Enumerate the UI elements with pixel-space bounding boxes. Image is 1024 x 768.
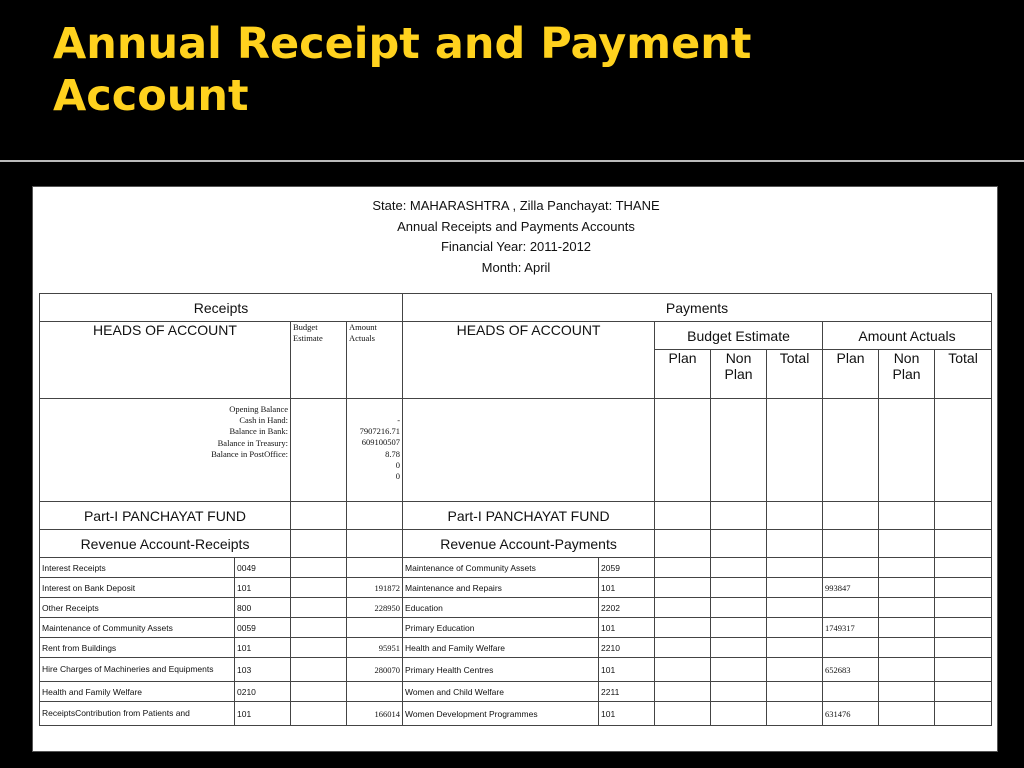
payment-head: Primary Education <box>403 618 599 638</box>
be-plan <box>655 658 711 682</box>
slide-title-line-1: Annual Receipt and Payment <box>53 19 752 69</box>
payment-code: 2059 <box>599 558 655 578</box>
aa-non-plan-header: Non Plan <box>879 350 935 399</box>
opening-balance-labels <box>40 399 291 502</box>
be-plan <box>655 558 711 578</box>
receipt-amount-actual <box>347 682 403 702</box>
be-plan <box>655 598 711 618</box>
table-row <box>40 618 992 638</box>
be-plan <box>655 638 711 658</box>
header-financial-year: Financial Year: 2011-2012 <box>440 239 592 254</box>
be-plan <box>655 682 711 702</box>
receipt-head: Interest Receipts <box>40 558 235 578</box>
aa-total <box>935 578 992 598</box>
be-total-header: Total <box>767 350 823 399</box>
aa-non-plan <box>879 578 935 598</box>
receipt-budget-estimate <box>291 682 347 702</box>
table-row <box>40 638 992 658</box>
aa-total <box>935 558 992 578</box>
aa-plan: 1749317 <box>823 618 879 638</box>
receipt-head: Rent from Buildings <box>40 638 235 658</box>
be-total <box>767 658 823 682</box>
header-state-line: State: MAHARASHTRA , Zilla Panchayat: THANE <box>372 198 660 213</box>
be-total <box>767 702 823 726</box>
cash-in-hand-label: Cash in Hand: <box>239 415 288 426</box>
payment-code: 2202 <box>599 598 655 618</box>
aa-total <box>935 618 992 638</box>
be-non-plan <box>711 702 767 726</box>
header-month: Month: April <box>481 259 551 275</box>
be-total <box>767 618 823 638</box>
opening-value-2: 609100507 <box>361 437 401 448</box>
payment-code: 2211 <box>599 682 655 702</box>
revenue-payments-label: Revenue Account-Payments <box>403 530 655 558</box>
be-total <box>767 578 823 598</box>
payments-budget-estimate-header: Budget Estimate <box>655 322 823 350</box>
header-title-line: Annual Receipts and Payments Accounts <box>397 218 635 234</box>
be-plan <box>655 578 711 598</box>
receipt-head: Health and Family Welfare <box>40 682 235 702</box>
receipt-budget-estimate <box>291 658 347 682</box>
account-rows <box>40 558 992 726</box>
be-non-plan <box>711 618 767 638</box>
receipt-budget-estimate <box>291 598 347 618</box>
aa-non-plan <box>879 618 935 638</box>
aa-plan: 631476 <box>823 702 879 726</box>
receipt-amount-actual: 191872 <box>347 578 403 598</box>
opening-value-4: 0 <box>395 459 401 470</box>
receipts-heads-of-account: HEADS OF ACCOUNT <box>40 322 291 399</box>
payments-heads-of-account: HEADS OF ACCOUNT <box>403 322 655 399</box>
receipt-budget-estimate <box>291 702 347 726</box>
payment-head: Health and Family Welfare <box>403 638 599 658</box>
be-plan-header: Plan <box>655 350 711 399</box>
opening-budget-cell <box>291 399 347 502</box>
be-plan <box>655 702 711 726</box>
aa-total <box>935 702 992 726</box>
receipt-amount-actual: 166014 <box>347 702 403 726</box>
part1-row <box>40 502 992 530</box>
receipt-amount-actual: 95951 <box>347 638 403 658</box>
title-divider <box>0 160 1024 162</box>
aa-non-plan <box>879 558 935 578</box>
balance-in-bank-label: Balance in Bank: <box>229 426 288 437</box>
table-row <box>40 578 992 598</box>
payment-code: 101 <box>599 658 655 682</box>
aa-non-plan <box>879 598 935 618</box>
balance-in-treasury-label: Balance in Treasury: <box>217 437 288 448</box>
aa-total-header: Total <box>935 350 992 399</box>
receipt-head: Interest on Bank Deposit <box>40 578 235 598</box>
be-non-plan <box>711 638 767 658</box>
be-total <box>767 598 823 618</box>
aa-total <box>935 658 992 682</box>
be-non-plan <box>711 558 767 578</box>
receipt-budget-estimate <box>291 558 347 578</box>
receipt-head: Hire Charges of Machineries and Equipments <box>40 658 235 682</box>
opening-payments-cell <box>403 399 655 502</box>
receipt-budget-estimate <box>291 638 347 658</box>
payment-code: 2210 <box>599 638 655 658</box>
aa-total <box>935 638 992 658</box>
receipt-budget-estimate <box>291 578 347 598</box>
receipts-title: Receipts <box>40 294 403 322</box>
receipt-amount-actual: 228950 <box>347 598 403 618</box>
receipt-code: 101 <box>235 578 291 598</box>
opening-value-1: 7907216.71 <box>359 426 401 437</box>
be-total <box>767 682 823 702</box>
payment-code: 101 <box>599 702 655 726</box>
slide-title <box>53 18 953 122</box>
receipt-amount-actual <box>347 618 403 638</box>
aa-non-plan <box>879 638 935 658</box>
part1-payments-label: Part-I PANCHAYAT FUND <box>403 502 655 530</box>
be-non-plan <box>711 658 767 682</box>
aa-total <box>935 598 992 618</box>
part1-receipts-label: Part-I PANCHAYAT FUND <box>40 502 291 530</box>
slide-title-line-2: Account <box>53 71 249 121</box>
aa-total <box>935 682 992 702</box>
opening-balance-values <box>347 399 403 502</box>
payment-head: Primary Health Centres <box>403 658 599 682</box>
payment-code: 101 <box>599 618 655 638</box>
receipt-head: ReceiptsContribution from Patients and <box>40 702 235 726</box>
revenue-receipts-label: Revenue Account-Receipts <box>40 530 291 558</box>
payment-head: Maintenance of Community Assets <box>403 558 599 578</box>
table-row <box>40 682 992 702</box>
receipt-head: Maintenance of Community Assets <box>40 618 235 638</box>
payment-head: Women and Child Welfare <box>403 682 599 702</box>
payments-title: Payments <box>403 294 992 322</box>
receipt-budget-estimate <box>291 618 347 638</box>
payment-head: Maintenance and Repairs <box>403 578 599 598</box>
be-non-plan <box>711 578 767 598</box>
receipt-amount-actual: 280070 <box>347 658 403 682</box>
receipt-code: 0059 <box>235 618 291 638</box>
balance-in-postoffice-label: Balance in PostOffice: <box>211 448 288 459</box>
aa-plan <box>823 598 879 618</box>
revenue-row <box>40 530 992 558</box>
table-row <box>40 658 992 682</box>
aa-plan-header: Plan <box>823 350 879 399</box>
receipt-code: 101 <box>235 638 291 658</box>
opening-balance-label: Opening Balance <box>229 404 288 414</box>
receipts-budget-estimate-header: Budget Estimate <box>291 322 347 399</box>
receipt-code: 0210 <box>235 682 291 702</box>
column-header-row-1 <box>40 322 992 350</box>
be-plan <box>655 618 711 638</box>
payment-head: Education <box>403 598 599 618</box>
table-row <box>40 702 992 726</box>
opening-value-0: - <box>397 415 401 425</box>
opening-value-5: 0 <box>395 471 401 482</box>
be-non-plan <box>711 682 767 702</box>
aa-plan: 652683 <box>823 658 879 682</box>
aa-plan <box>823 682 879 702</box>
be-total <box>767 558 823 578</box>
section-title-row <box>40 294 992 322</box>
receipt-code: 0049 <box>235 558 291 578</box>
receipt-amount-actual <box>347 558 403 578</box>
be-non-plan <box>711 598 767 618</box>
account-sheet <box>32 186 998 752</box>
table-row <box>40 558 992 578</box>
receipt-code: 800 <box>235 598 291 618</box>
sheet-header <box>33 196 999 278</box>
aa-plan <box>823 638 879 658</box>
payment-head: Women Development Programmes <box>403 702 599 726</box>
receipt-code: 103 <box>235 658 291 682</box>
table-row <box>40 598 992 618</box>
aa-plan: 993847 <box>823 578 879 598</box>
payments-amount-actuals-header: Amount Actuals <box>823 322 992 350</box>
receipts-payments-table <box>39 293 992 726</box>
aa-non-plan <box>879 658 935 682</box>
aa-non-plan <box>879 702 935 726</box>
receipt-code: 101 <box>235 702 291 726</box>
aa-plan <box>823 558 879 578</box>
aa-non-plan <box>879 682 935 702</box>
be-total <box>767 638 823 658</box>
payment-code: 101 <box>599 578 655 598</box>
receipts-amount-actuals-header: Amount Actuals <box>347 322 403 399</box>
be-non-plan-header: Non Plan <box>711 350 767 399</box>
opening-balance-row <box>40 399 992 502</box>
receipt-head: Other Receipts <box>40 598 235 618</box>
opening-value-3: 8.78 <box>385 448 401 459</box>
